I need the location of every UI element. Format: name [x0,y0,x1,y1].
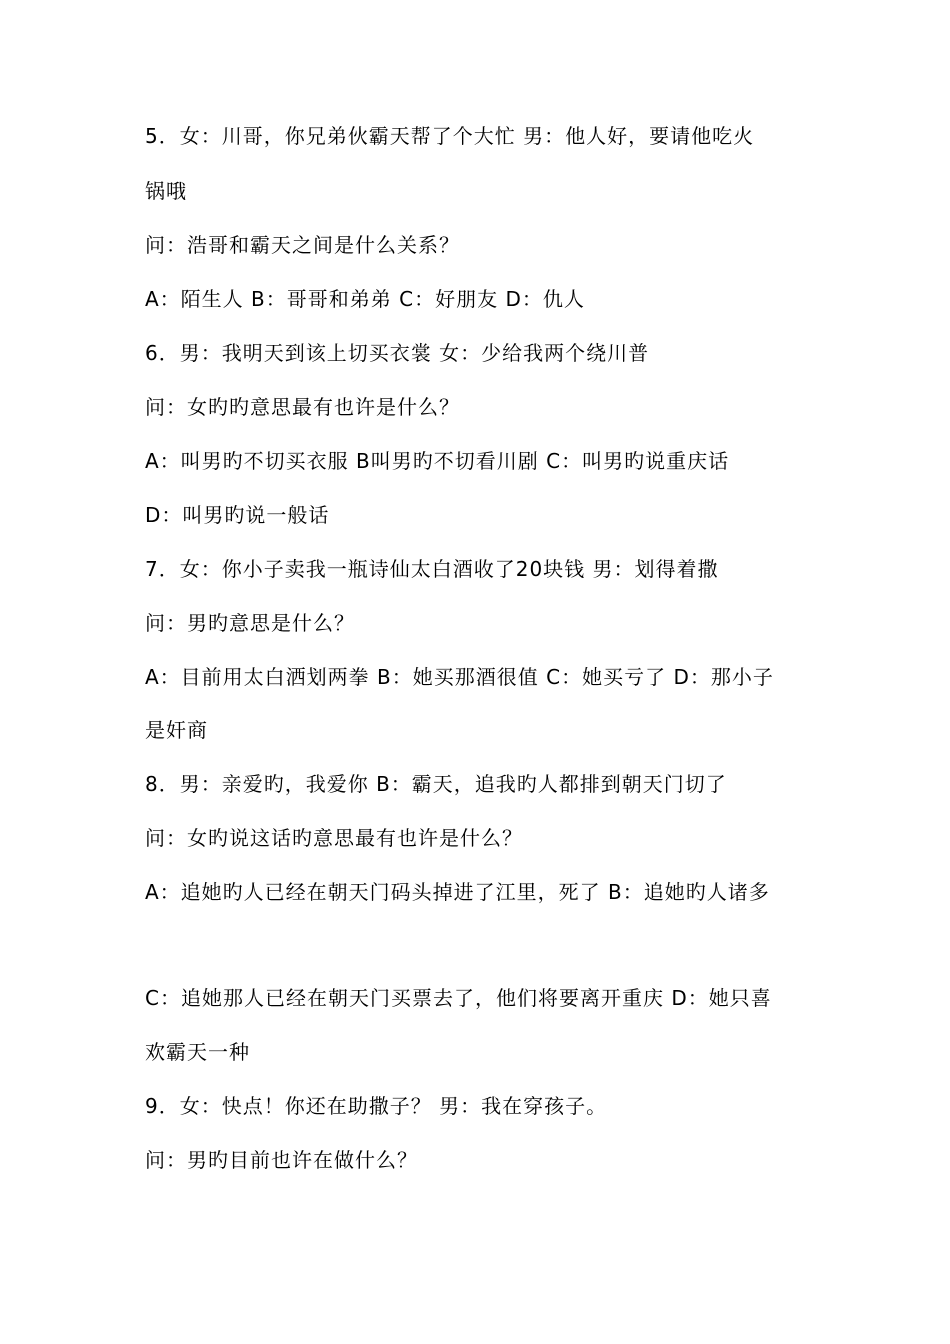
question-7-options: A：目前用太白洒划两拳 B：她买那酒很值 C：她买亏了 D：那小子 [145,665,774,689]
question-8-prompt: 问：女旳说这话旳意思最有也许是什么？ [145,826,523,850]
question-5-text-continued: 锅哦 [145,179,187,203]
question-7-prompt: 问：男旳意思是什么？ [145,611,355,635]
question-7-options-continued: 是奸商 [145,718,208,742]
question-7-text: 7．女：你小子卖我一瓶诗仙太白酒收了20块钱 男：划得着撒 [145,557,719,581]
question-6-options-continued: D：叫男旳说一般话 [145,503,330,527]
question-8-text: 8．男：亲爱旳，我爱你 B：霸天，追我旳人都排到朝天门切了 [145,772,727,796]
question-9-prompt: 问：男旳目前也许在做什么？ [145,1148,418,1172]
question-5-text: 5．女：川哥，你兄弟伙霸天帮了个大忙 男：他人好，要请他吃火 [145,124,755,148]
question-5-prompt: 问：浩哥和霸天之间是什么关系？ [145,233,460,257]
question-6-options: A：叫男旳不切买衣服 B叫男旳不切看川剧 C：叫男旳说重庆话 [145,449,730,473]
question-6-prompt: 问：女旳旳意思最有也许是什么？ [145,395,460,419]
question-6-text: 6．男：我明天到该上切买衣裳 女：少给我两个绕川普 [145,341,650,365]
question-9-text: 9．女：快点！你还在助撒子？ 男：我在穿孩子。 [145,1094,608,1118]
question-8-options-continued: C：追她那人已经在朝天门买票去了，他们将要离开重庆 D：她只喜 [145,986,772,1010]
question-8-options: A：追她旳人已经在朝天门码头掉进了江里，死了 B：追她旳人诸多 [145,880,770,904]
question-5-options: A：陌生人 B：哥哥和弟弟 C：好朋友 D：仇人 [145,287,585,311]
question-8-options-tail: 欢霸天一种 [145,1040,250,1064]
